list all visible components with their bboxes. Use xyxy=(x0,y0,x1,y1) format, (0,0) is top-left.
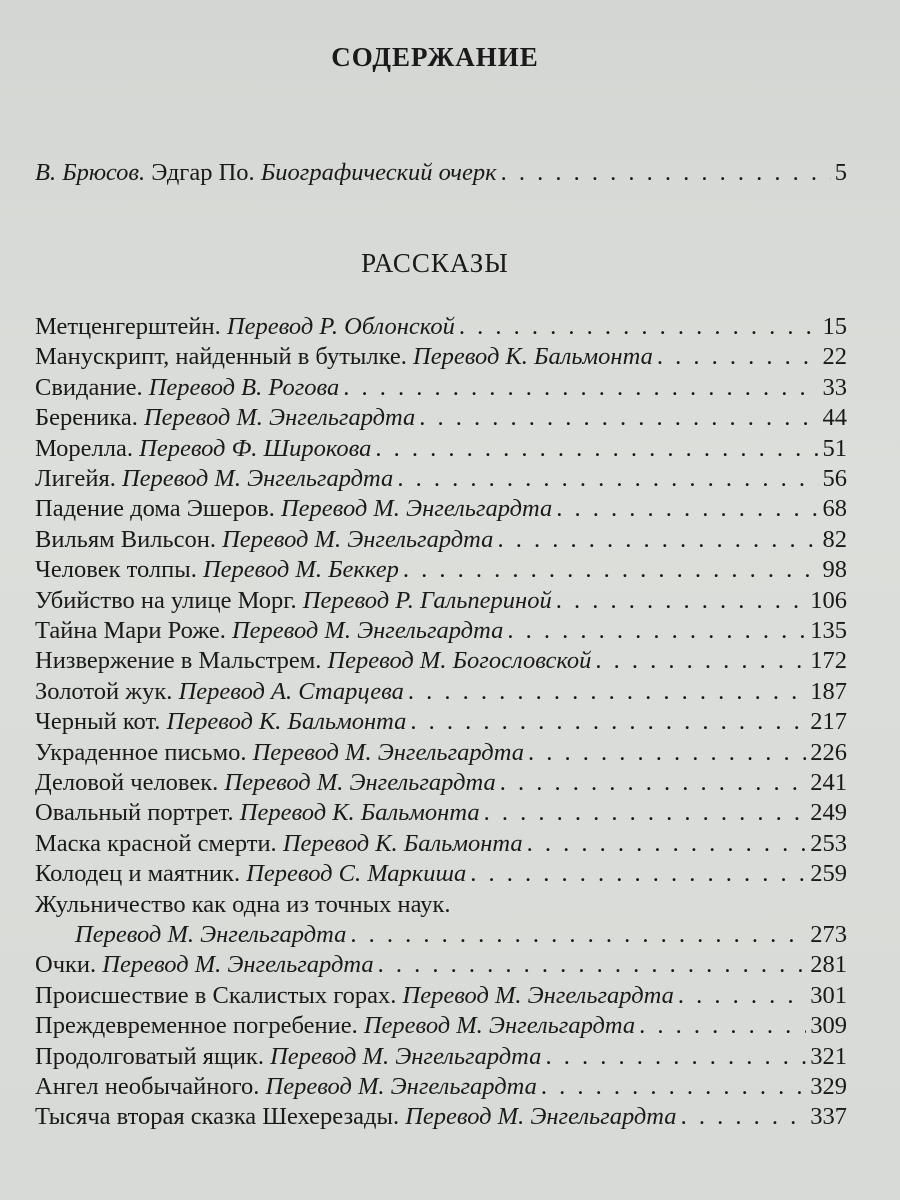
entry-title: Украденное письмо. xyxy=(35,738,247,766)
entry-translator: Перевод М. Энгельгардта xyxy=(222,525,494,553)
entry-translator: Перевод М. Энгельгардта xyxy=(363,1012,636,1040)
entry-title: Преждевременное погребение. xyxy=(35,1012,358,1040)
toc-entry xyxy=(35,1072,847,1102)
entry-page-number: 22 xyxy=(822,343,847,371)
toc-entry xyxy=(75,920,847,950)
entry-page-number: 172 xyxy=(810,647,847,675)
dot-leader xyxy=(403,555,819,585)
entry-translator: Перевод В. Рогова xyxy=(148,373,340,401)
dot-leader xyxy=(595,646,806,676)
entry-page-number: 226 xyxy=(810,738,847,766)
entry-title: Маска красной смерти. xyxy=(35,829,277,857)
toc-entry xyxy=(35,434,847,464)
dot-leader xyxy=(408,677,806,707)
dot-leader xyxy=(528,738,806,768)
dot-leader xyxy=(470,859,806,889)
entry-title: Вильям Вильсон. xyxy=(35,525,216,553)
toc-entry xyxy=(35,342,847,372)
entry-page-number: 259 xyxy=(810,860,847,888)
entry-page-number: 281 xyxy=(810,951,847,979)
page-title: СОДЕРЖАНИЕ xyxy=(331,42,539,72)
dot-leader xyxy=(397,464,818,494)
dot-leader xyxy=(410,707,806,737)
entry-page-number: 68 xyxy=(822,495,847,523)
entry-title: Деловой человек. xyxy=(35,769,219,796)
toc-entry xyxy=(35,981,847,1011)
entry-title: Золотой жук. xyxy=(35,677,173,705)
toc-entry xyxy=(35,1102,847,1132)
toc-entry xyxy=(35,768,847,798)
entry-page-number: 82 xyxy=(822,525,847,553)
entry-page-number: 33 xyxy=(822,373,847,401)
entry-title: Падение дома Эшеров. xyxy=(35,495,275,523)
intro-subtitle: Биографический очерк xyxy=(260,159,497,186)
entry-title: Жульничество как одна из точных наук. xyxy=(35,890,451,918)
entry-translator: Перевод М. Энгельгардта xyxy=(143,404,416,432)
dot-leader xyxy=(484,798,807,828)
entry-title: Человек толпы. xyxy=(35,556,197,584)
entry-translator: Перевод М. Беккер xyxy=(202,556,399,584)
entry-page-number: 187 xyxy=(810,677,847,705)
entry-translator: Перевод К. Бальмонта xyxy=(413,343,653,371)
section-title: РАССКАЗЫ xyxy=(361,248,509,278)
dot-leader xyxy=(507,616,806,646)
entry-translator: Перевод К. Бальмонта xyxy=(166,708,407,736)
toc-entry xyxy=(35,525,847,555)
entry-page-number: 98 xyxy=(822,556,847,584)
entry-title: Лигейя. xyxy=(35,465,116,492)
entry-page-number: 329 xyxy=(810,1073,847,1100)
entry-translator: Перевод М. Богословской xyxy=(327,647,592,675)
entry-translator: Перевод К. Бальмонта xyxy=(282,829,523,857)
entry-translator: Перевод М. Энгельгардта xyxy=(224,769,496,796)
entry-translator: Перевод М. Энгельгардта xyxy=(402,981,674,1009)
toc-entry xyxy=(35,829,847,859)
entry-title: Тысяча вторая сказка Шехерезады. xyxy=(35,1103,400,1131)
toc-entry xyxy=(35,312,847,342)
toc-entry xyxy=(35,1011,847,1041)
intro-title: Эдгар По. xyxy=(151,159,255,186)
dot-leader xyxy=(343,373,818,403)
toc-entry xyxy=(35,890,847,920)
dot-leader xyxy=(500,768,807,798)
entry-translator: Перевод М. Энгельгардта xyxy=(75,921,347,948)
entry-page-number: 321 xyxy=(810,1042,847,1070)
entry-page-number: 241 xyxy=(810,769,847,796)
entry-title: Морелла. xyxy=(35,434,133,462)
toc-entry xyxy=(35,403,847,433)
entry-translator: Перевод М. Энгельгардта xyxy=(121,465,394,492)
toc-entry xyxy=(35,494,847,524)
entry-translator: Перевод А. Старцева xyxy=(178,677,404,705)
dot-leader xyxy=(419,403,818,433)
entry-page-number: 15 xyxy=(822,313,847,340)
dot-leader xyxy=(545,1042,806,1072)
entry-translator: Перевод М. Энгельгардта xyxy=(265,1073,537,1100)
dot-leader xyxy=(501,158,831,188)
entry-translator: Перевод М. Энгельгардта xyxy=(252,738,524,766)
entry-translator: Перевод Ф. Широкова xyxy=(139,434,372,462)
dot-leader xyxy=(639,1011,806,1041)
entry-title: Береника. xyxy=(35,404,138,432)
entry-title: Манускрипт, найденный в бутылке. xyxy=(35,343,407,371)
entry-title: Метценгерштейн. xyxy=(35,313,221,340)
entry-page-number: 337 xyxy=(810,1103,847,1131)
entry-page-number: 135 xyxy=(810,617,847,644)
entry-page-number: 249 xyxy=(810,799,847,827)
entry-translator: Перевод М. Энгельгардта xyxy=(231,617,504,644)
dot-leader xyxy=(556,586,807,616)
entry-translator: Перевод М. Энгельгардта xyxy=(102,951,374,979)
toc-entry xyxy=(35,586,847,616)
entry-translator: Перевод Р. Гальпериной xyxy=(302,586,552,614)
entry-translator: Перевод Р. Облонской xyxy=(226,313,455,340)
entry-translator: Перевод С. Маркиша xyxy=(246,860,467,888)
dot-leader xyxy=(657,342,819,372)
dot-leader xyxy=(541,1072,806,1102)
entry-page-number: 51 xyxy=(822,434,847,462)
entry-title: Происшествие в Скалистых горах. xyxy=(35,981,397,1009)
intro-author: В. Брюсов. xyxy=(35,159,146,186)
toc-entry xyxy=(35,646,847,676)
dot-leader xyxy=(497,525,818,555)
entry-translator: Перевод М. Энгельгардта xyxy=(280,495,553,523)
toc-entry xyxy=(35,738,847,768)
toc-entry xyxy=(35,464,847,494)
entry-page-number: 301 xyxy=(810,981,847,1009)
dot-leader xyxy=(527,829,807,859)
entry-title: Низвержение в Мальстрем. xyxy=(35,647,322,675)
toc-entry xyxy=(35,1042,847,1072)
entry-title: Ангел необычайного. xyxy=(35,1073,260,1100)
entry-title: Черный кот. xyxy=(35,708,161,736)
toc-entry xyxy=(35,859,847,889)
entry-page-number: 217 xyxy=(810,708,847,736)
toc-entry xyxy=(35,798,847,828)
toc-entry xyxy=(35,677,847,707)
entry-translator: Перевод К. Бальмонта xyxy=(239,799,480,827)
toc-entry xyxy=(35,707,847,737)
entry-title: Убийство на улице Морг. xyxy=(35,586,297,614)
dot-leader xyxy=(681,1102,807,1132)
toc-entry xyxy=(35,555,847,585)
toc-entry xyxy=(35,616,847,646)
entry-title: Очки. xyxy=(35,951,97,979)
dot-leader xyxy=(678,981,806,1011)
entry-translator: Перевод М. Энгельгардта xyxy=(270,1042,542,1070)
dot-leader xyxy=(375,434,818,464)
entry-page-number: 273 xyxy=(810,921,847,948)
toc-entry xyxy=(35,950,847,980)
entry-page-number: 106 xyxy=(810,586,847,614)
dot-leader xyxy=(350,920,806,950)
toc-intro-entry xyxy=(35,158,847,188)
intro-page-number: 5 xyxy=(834,159,847,186)
entry-page-number: 44 xyxy=(822,404,847,432)
toc-entry xyxy=(35,373,847,403)
entry-title: Свидание. xyxy=(35,373,143,401)
entry-translator: Перевод М. Энгельгардта xyxy=(405,1103,677,1131)
dot-leader xyxy=(378,950,807,980)
entry-page-number: 56 xyxy=(822,465,847,492)
entry-title: Овальный портрет. xyxy=(35,799,234,827)
entry-title: Тайна Мари Роже. xyxy=(35,617,226,644)
entry-page-number: 309 xyxy=(810,1012,847,1040)
entry-title: Колодец и маятник. xyxy=(35,860,241,888)
dot-leader xyxy=(459,312,819,342)
entry-page-number: 253 xyxy=(810,829,847,857)
entry-title: Продолговатый ящик. xyxy=(35,1042,264,1070)
dot-leader xyxy=(556,494,818,524)
